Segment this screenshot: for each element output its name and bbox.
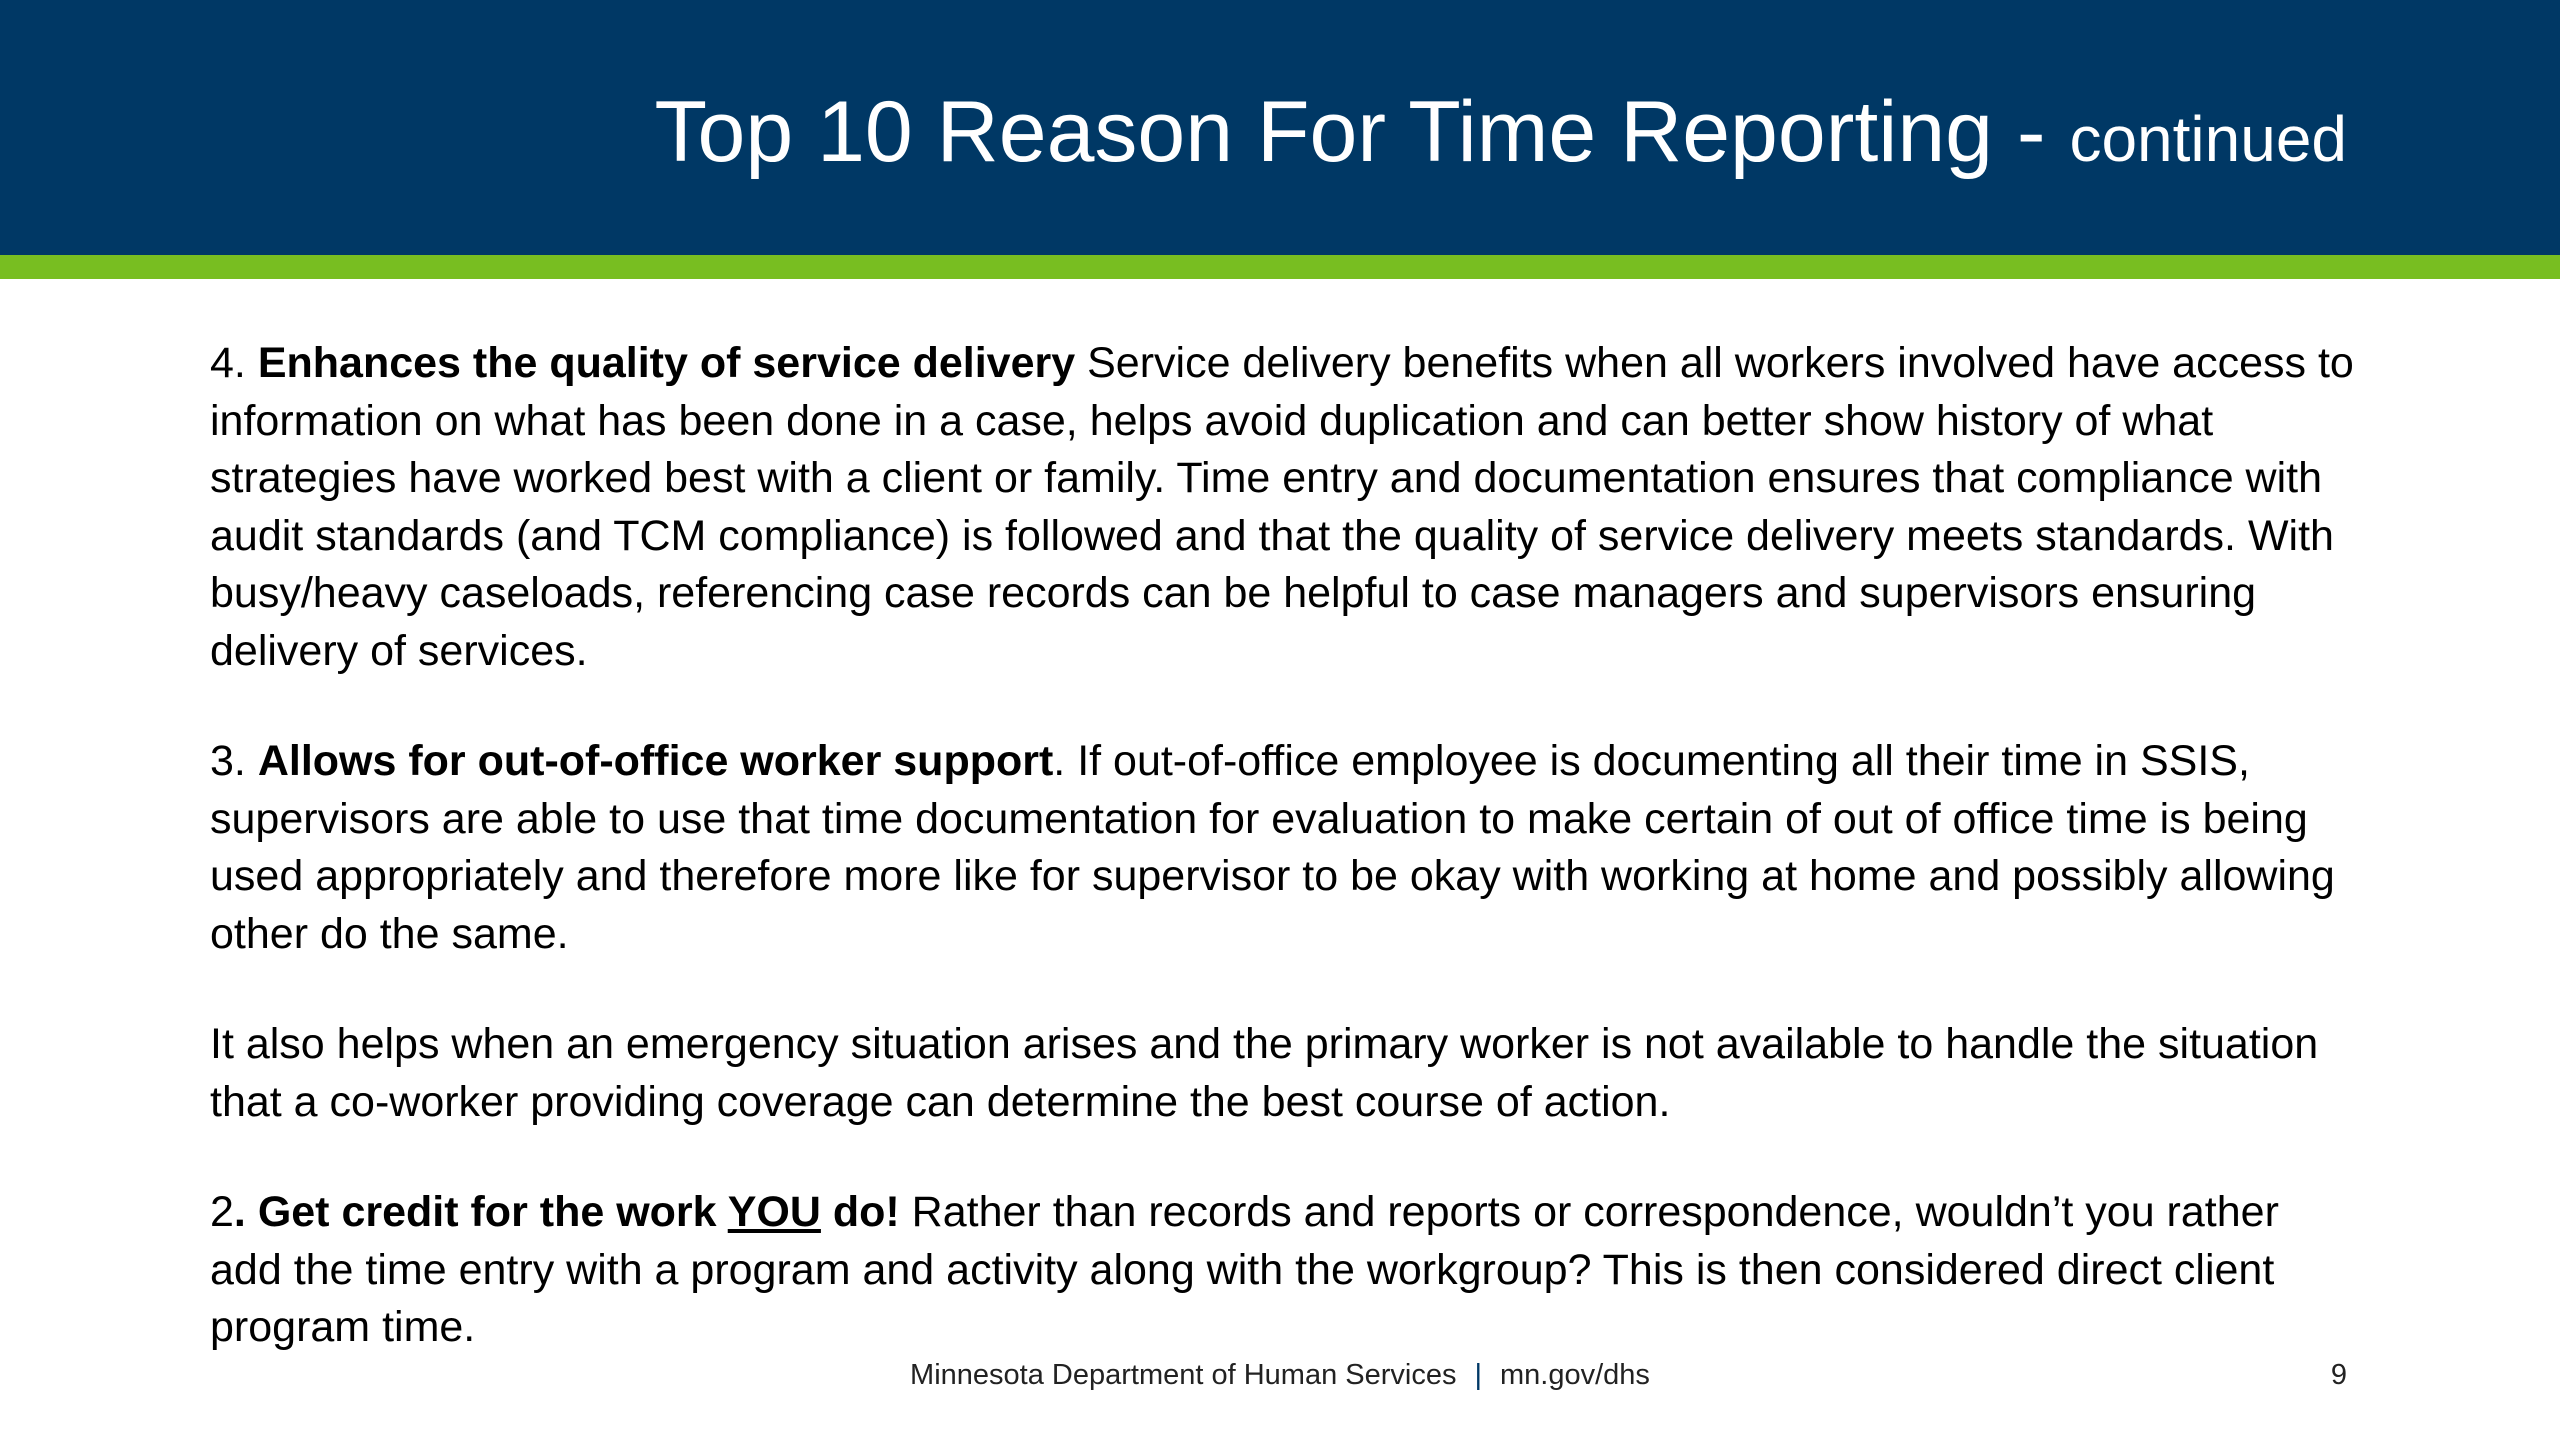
green-accent-bar — [0, 255, 2560, 279]
reason-2-number: 2 — [210, 1188, 234, 1236]
reason-2-heading — [234, 1188, 900, 1236]
footer-url: mn.gov/dhs — [1500, 1359, 1650, 1391]
reason-4-paragraph — [210, 335, 2360, 680]
footer-credit — [0, 1355, 2560, 1395]
title-banner — [0, 0, 2560, 255]
reason-3-followup-text: It also helps when an emergency situation arises and the primary worker is not available to handle the situation that a co-worker providing coverage can determine the best course of action. — [210, 1020, 2319, 1126]
reason-3-followup-paragraph — [210, 1016, 2360, 1131]
page-number: 9 — [2330, 1359, 2347, 1391]
reason-2-heading-emphasis: YOU — [727, 1188, 821, 1236]
reason-4-heading: Enhances the quality of service delivery — [257, 339, 1076, 387]
reason-2-heading-end: do! — [820, 1188, 900, 1236]
reason-2-paragraph — [210, 1184, 2360, 1357]
reason-2-heading-start: . Get credit for the work — [233, 1188, 728, 1236]
footer-separator: | — [1474, 1359, 1483, 1391]
slide-title-subtitle: continued — [2069, 103, 2347, 175]
footer-org: Minnesota Department of Human Services — [910, 1359, 1457, 1391]
reason-3-number: 3. — [210, 737, 258, 785]
reason-2-text: Rather than records and reports or correspondence, wouldn’t you rather add the time entry with a program and activity along with the workgroup? This is then considered direct client program time. — [210, 1188, 2279, 1351]
reason-3-heading: Allows for out-of-office worker support — [257, 737, 1054, 785]
slide-footer — [0, 1355, 2560, 1395]
reason-3-text: . If out-of-office employee is documenting all their time in SSIS, supervisors are able to use that time documentation for evaluation to make certain of out of office time is being used appropriately and therefore more like for supervisor to be okay with working at home and possibly allowing other do the same. — [210, 737, 2335, 958]
slide-body — [210, 335, 2360, 1410]
reason-4-text: Service delivery benefits when all workers involved have access to information on what has been done in a case, helps avoid duplication and can better show history of what strategies have worked best with a client or family. Time entry and documentation ensures that compliance with audit standards (and TCM compliance) is followed and that the quality of service delivery meets standards. With busy/heavy caseloads, referencing case records can be helpful to case managers and supervisors ensuring delivery of services. — [210, 339, 2354, 675]
slide-title-main: Top 10 Reason For Time Reporting - — [654, 84, 2070, 180]
reason-3-paragraph — [210, 733, 2360, 963]
slide-title — [655, 82, 2347, 189]
reason-4-number: 4. — [210, 339, 258, 387]
